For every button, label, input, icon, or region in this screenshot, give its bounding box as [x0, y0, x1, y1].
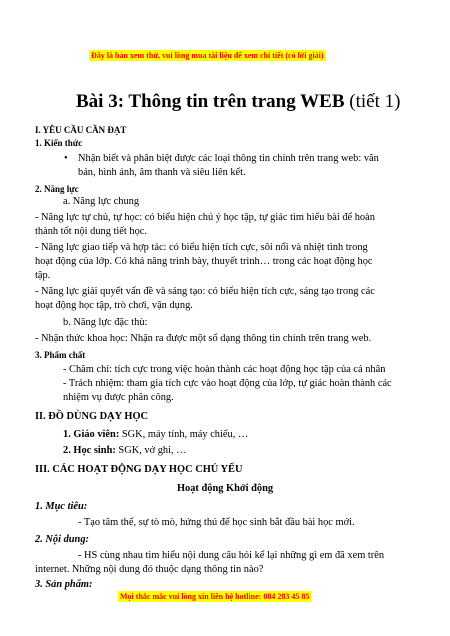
teacher-materials-text: SGK, máy tính, máy chiếu, …	[119, 429, 249, 440]
goal-heading: 1. Mục tiêu:	[35, 501, 88, 512]
section-2-heading: II. ĐỒ DÙNG DẠY HỌC	[35, 411, 149, 422]
title-main: Bài 3: Thông tin trên trang WEB	[76, 91, 345, 112]
student-materials	[63, 444, 187, 457]
knowledge-bullet-line2: bản, hình ảnh, âm thanh và siêu liên kết.	[78, 167, 246, 178]
content-text-line1: - HS cùng nhau tìm hiểu nội dung câu hỏi kể lại những gì em đã xem trên	[78, 550, 385, 561]
paragraph-responsibility-line2: nhiệm vụ được phân công.	[63, 392, 174, 403]
content-text-line2: internet. Những nội dung đó thuộc dạng thông tin nào?	[35, 564, 264, 575]
paragraph-communication-line3: tập.	[35, 270, 51, 281]
paragraph-responsibility-line1: - Trách nhiệm: tham gia tích cực vào hoạt động của lớp, tự giác hoàn thành các	[63, 378, 392, 389]
top-preview-banner: Đây là bản xem thử, vui lòng mua tài liệu để xem chi tiết (có lời giải)	[91, 51, 324, 60]
goal-text: - Tạo tâm thế, sự tò mò, hứng thú để học sinh bắt đầu bài học mới.	[78, 517, 355, 528]
paragraph-communication-line1: - Năng lực giao tiếp và hợp tác: có biểu hiện tích cực, sôi nổi và nhiệt tình trong	[35, 242, 368, 253]
student-materials-text: SGK, vở ghi, …	[115, 445, 187, 456]
section-1-heading: I. YÊU CẦU CẦN ĐẠT	[35, 125, 127, 135]
paragraph-problem-solving-line2: hoạt động học tập, trò chơi, vận dụng.	[35, 300, 193, 311]
paragraph-self-study-line2: thành tốt nội dung tiết học.	[35, 226, 147, 237]
paragraph-communication-line2: hoạt động của lớp. Có khả năng trình bày, thuyết trình… trong các hoạt động học	[35, 256, 373, 267]
content-heading: 2. Nội dung:	[35, 534, 89, 545]
knowledge-bullet-line1: Nhận biết và phân biệt được các loại thông tin chính trên trang web: văn	[78, 153, 379, 164]
paragraph-science-awareness: - Nhận thức khoa học: Nhận ra được một số dạng thông tin chính trên trang web.	[35, 333, 372, 344]
page-title	[76, 91, 400, 113]
teacher-label: 1. Giáo viên:	[63, 429, 120, 440]
paragraph-self-study-line1: - Năng lực tự chủ, tự học: có biểu hiện chú ý học tập, tự giác tìm hiểu bài để hoàn	[35, 212, 375, 223]
qualities-heading: 3. Phẩm chất	[35, 350, 86, 360]
section-3-heading: III. CÁC HOẠT ĐỘNG DẠY HỌC CHỦ YẾU	[35, 464, 243, 475]
student-label: 2. Học sinh:	[63, 445, 116, 456]
competency-heading: 2. Năng lực	[35, 184, 79, 194]
activity-title: Hoạt động Khởi động	[176, 483, 274, 494]
paragraph-problem-solving-line1: - Năng lực giải quyết vấn đề và sáng tạo: có biểu hiện tích cực, sáng tạo trong các	[35, 286, 375, 297]
bullet-icon: •	[64, 153, 68, 164]
teacher-materials	[63, 428, 248, 441]
specific-competency-heading: b. Năng lực đặc thù:	[63, 317, 148, 328]
product-heading: 3. Sản phẩm:	[35, 579, 93, 590]
paragraph-diligence: - Chăm chỉ: tích cực trong việc hoàn thành các hoạt động học tập của cá nhân	[63, 364, 386, 375]
title-suffix: (tiết 1)	[349, 91, 401, 112]
bottom-hotline-banner: Mọi thắc mắc vui lòng xin liên hệ hotline: 084 283 45 85	[120, 592, 310, 601]
general-competency-heading: a. Năng lực chung	[63, 196, 140, 207]
knowledge-heading: 1. Kiến thức	[35, 138, 83, 148]
